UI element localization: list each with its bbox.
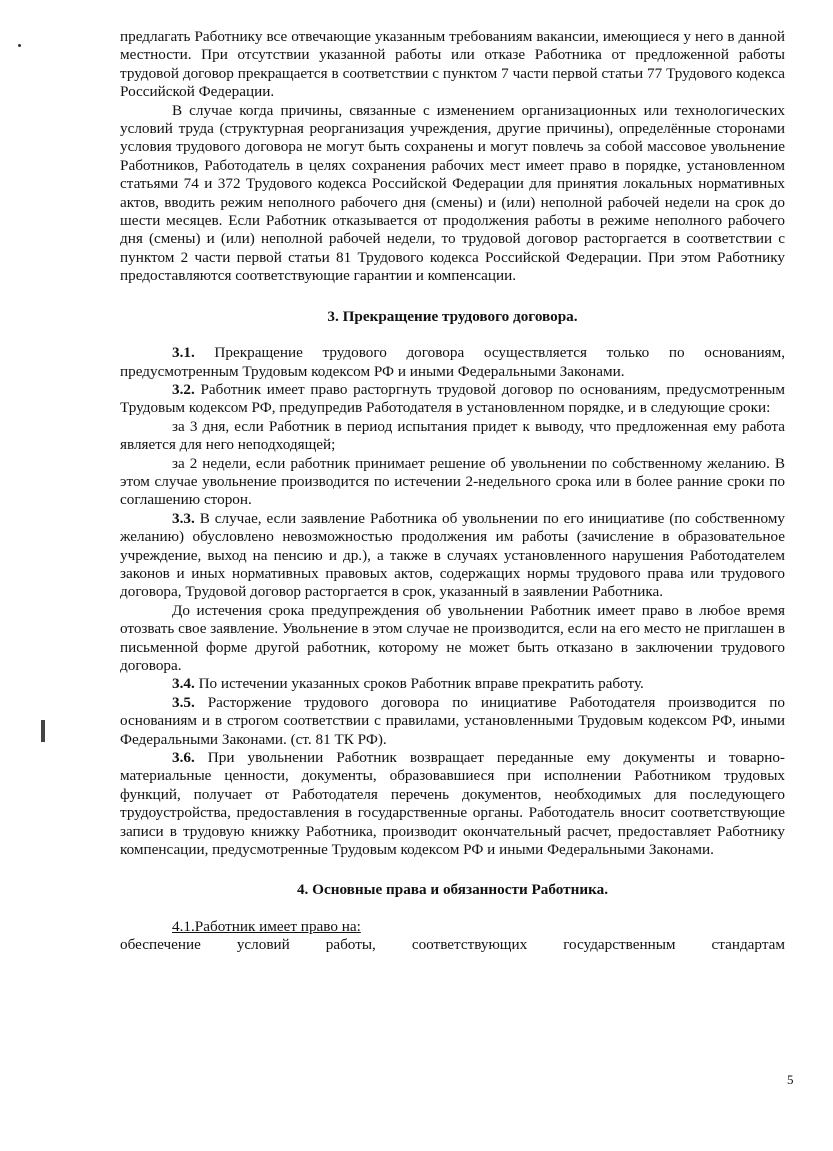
clause-number: 3.6. (172, 749, 195, 767)
clause-3-6 (120, 749, 785, 859)
clause-text: При увольнении Работник возвращает переданные ему документы и товарно-материальные ценности, документы, образовавшиеся при исполнении Работником трудовых функций, получает от Работодателя перечень документов, необходимых для последующего трудоустройства, предоставления в государственные органы. Работодатель вносит соответствующие записи в трудовую книжку Работника, производит окончательный расчет, предоставляет Работнику компенсации, предусмотренные Трудовым кодексом РФ и иными Федеральными Законами. (120, 749, 785, 859)
clause-3-4 (120, 675, 785, 693)
clause-text: Расторжение трудового договора по инициативе Работодателя производится по основаниям и в строгом соответствии с правилами, установленными Трудовым кодексом РФ, иными Федеральными Законами. (ст. 81 ТК РФ). (120, 693, 785, 748)
page-number: 5 (787, 1072, 794, 1087)
clause-number: 3.3. (172, 509, 195, 527)
scan-speck (18, 44, 21, 47)
section-4-title: 4. Основные права и обязанности Работника. (296, 881, 609, 899)
clause-4-1-text: обеспечение условий работы, соответствующих государственным стандартам (120, 936, 785, 954)
intro-paragraph-2: В случае когда причины, связанные с изменением организационных или технологических условий труда (структурная реорганизация учреждения, другие причины), определённые сторонами условия трудового договора не могут быть сохранены и могут повлечь за собой массовое увольнение Работников, Работодатель в целях сохранения рабочих мест имеет право в порядке, установленном статьями 74 и 372 Трудового кодекса Российской Федерации для принятия локальных нормативных актов, вводить режим неполного рабочего дня (смены) и (или) неполной рабочей недели на срок до шести месяцев. Если Работник отказывается от продолжения работы в режиме неполного рабочего дня (смены) и (или) неполной рабочей недели, то трудовой договор расторгается в соответствии с пунктом 2 части первой статьи 81 Трудового кодекса Российской Федерации. При этом Работнику предоставляются соответствующие гарантии и компенсации. (120, 101, 785, 285)
clause-3-3-b: До истечения срока предупреждения об увольнении Работник имеет право в любое время отозвать свое заявление. Увольнение в этом случае не производится, если на его место не приглашен в письменной форме другой работник, которому не может быть отказано в заключении трудового договора. (120, 601, 785, 674)
clause-text: По истечении указанных сроков Работник вправе прекратить работу. (194, 675, 644, 693)
scan-mark (41, 720, 45, 742)
clause-4-1 (120, 918, 785, 936)
clause-3-3 (120, 510, 785, 602)
clause-3-2-b: за 2 недели, если работник принимает решение об увольнении по собственному желанию. В этом случае увольнение производится по истечении 2-недельного срока или в более ранние сроки по соглашению сторон. (120, 454, 785, 509)
clause-number: 3.4. (172, 675, 195, 693)
clause-text: В случае, если заявление Работника об увольнении по его инициативе (по собственному желанию) обусловлено невозможностью продолжения им работы (зачисление в образовательное учреждение, выход на пенсию и др.), а также в случаях установленного нарушения Работодателем законов и иных нормативных правовых актов, содержащих нормы трудового права или трудового договора, Трудовой договор расторгается в срок, указанный в заявлении Работника. (120, 509, 785, 601)
intro-paragraph-1: предлагать Работнику все отвечающие указанным требованиям вакансии, имеющиеся у него в данной местности. При отсутствии указанной работы или отказе Работника от предложенной работы трудовой договор прекращается в соответствии с пунктом 7 части первой статьи 77 Трудового кодекса Российской Федерации. (120, 28, 785, 101)
clause-number: 3.5. (172, 693, 195, 711)
clause-number: 3.2. (172, 380, 195, 398)
clause-3-1 (120, 344, 785, 381)
clause-text: Работник имеет право расторгнуть трудовой договор по основаниям, предусмотренным Трудовым кодексом РФ, предупредив Работодателя в установленном порядке, и в следующие сроки: (120, 380, 785, 417)
clause-3-5 (120, 694, 785, 749)
clause-3-2-a: за 3 дня, если Работник в период испытания придет к выводу, что предложенная ему работа является для него неподходящей; (120, 417, 785, 454)
clause-3-2 (120, 381, 785, 418)
section-3-title: 3. Прекращение трудового договора. (327, 307, 578, 325)
clause-text: Прекращение трудового договора осуществляется только по основаниям, предусмотренным Трудовым кодексом РФ и иными Федеральными Законами. (120, 344, 785, 380)
clause-number: 3.1. (172, 344, 195, 362)
clause-heading: 4.1.Работник имеет право на: (172, 917, 361, 935)
document-page (120, 28, 785, 955)
